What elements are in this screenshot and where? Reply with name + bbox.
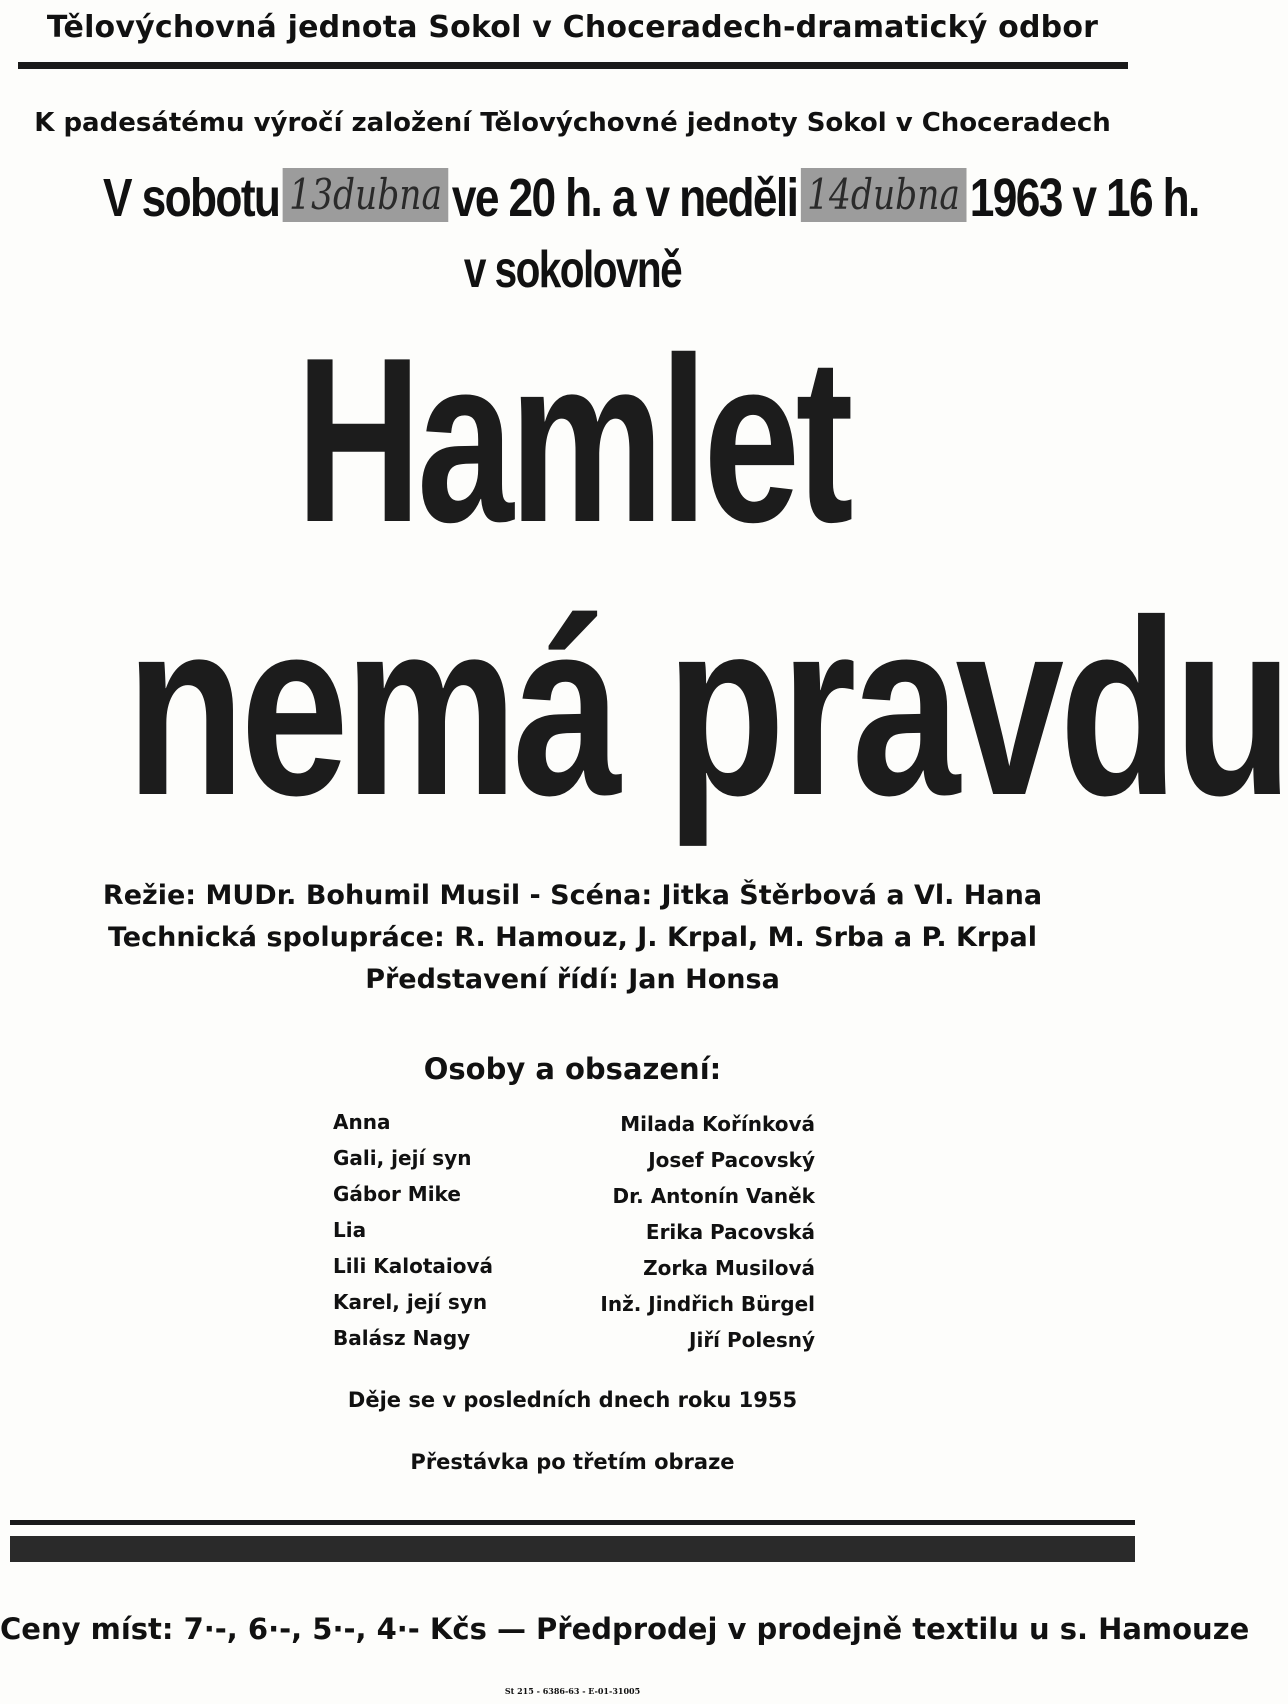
- top-rule: [18, 62, 1128, 69]
- cast-actor: Dr. Antonín Vaněk: [612, 1184, 815, 1208]
- anniversary-line: K padesátému výročí založení Tělovýchovné jednoty Sokol v Choceradech: [34, 108, 1111, 138]
- play-title-line2: nemá pravdu: [125, 568, 1288, 847]
- cast-heading: Osoby a obsazení:: [423, 1052, 722, 1086]
- prices-line: Ceny míst: 7·-, 6·-, 5·-, 4·- Kčs — Předprodej v prodejně textilu u s. Hamouze: [0, 1612, 1250, 1646]
- cast-actor: Zorka Musilová: [643, 1256, 815, 1280]
- cast-actor: Erika Pacovská: [645, 1220, 815, 1244]
- bottom-rule-thick: [10, 1536, 1135, 1562]
- cast-role: Lili Kalotaiová: [333, 1254, 494, 1278]
- cast-role: Anna: [333, 1110, 391, 1134]
- saturday-label: V sobotu: [103, 168, 280, 228]
- cast-actor: Josef Pacovský: [648, 1148, 815, 1172]
- intermission-note: Přestávka po třetím obraze: [410, 1450, 735, 1474]
- cast-actor: Inž. Jindřich Bürgel: [600, 1292, 815, 1316]
- date-line: [103, 168, 1199, 228]
- setting-note: Děje se v posledních dnech roku 1955: [347, 1388, 798, 1412]
- credit-technical: Technická spolupráce: R. Hamouz, J. Krpal, M. Srba a P. Krpal: [107, 922, 1038, 953]
- cast-role: Karel, její syn: [333, 1290, 488, 1314]
- printer-code: St 215 - 6386-63 - E-01-31005: [504, 1686, 641, 1696]
- cast-actor: Milada Kořínková: [620, 1112, 815, 1136]
- cast-role: Gábor Mike: [333, 1182, 461, 1206]
- organization-header: Tělovýchovná jednota Sokol v Choceradech-dramatický odbor: [46, 10, 1099, 45]
- cast-role: Balász Nagy: [333, 1326, 471, 1350]
- saturday-date-stamp: 13dubna: [283, 168, 449, 222]
- cast-role: Lia: [333, 1218, 367, 1242]
- year-time: 1963 v 16 h.: [969, 168, 1199, 228]
- credit-stage-manager: Představení řídí: Jan Honsa: [365, 964, 780, 995]
- saturday-time: ve 20 h. a v neděli: [451, 168, 798, 228]
- venue: v sokolovně: [463, 241, 682, 299]
- play-title-line1: Hamlet: [295, 308, 850, 571]
- cast-actor: Jiří Polesný: [689, 1328, 815, 1352]
- credit-directing: Režie: MUDr. Bohumil Musil - Scéna: Jitka Štěrbová a Vl. Hana: [102, 880, 1043, 911]
- sunday-date-stamp: 14dubna: [801, 168, 967, 222]
- cast-role: Gali, její syn: [333, 1146, 472, 1170]
- bottom-rule-thin: [10, 1520, 1135, 1525]
